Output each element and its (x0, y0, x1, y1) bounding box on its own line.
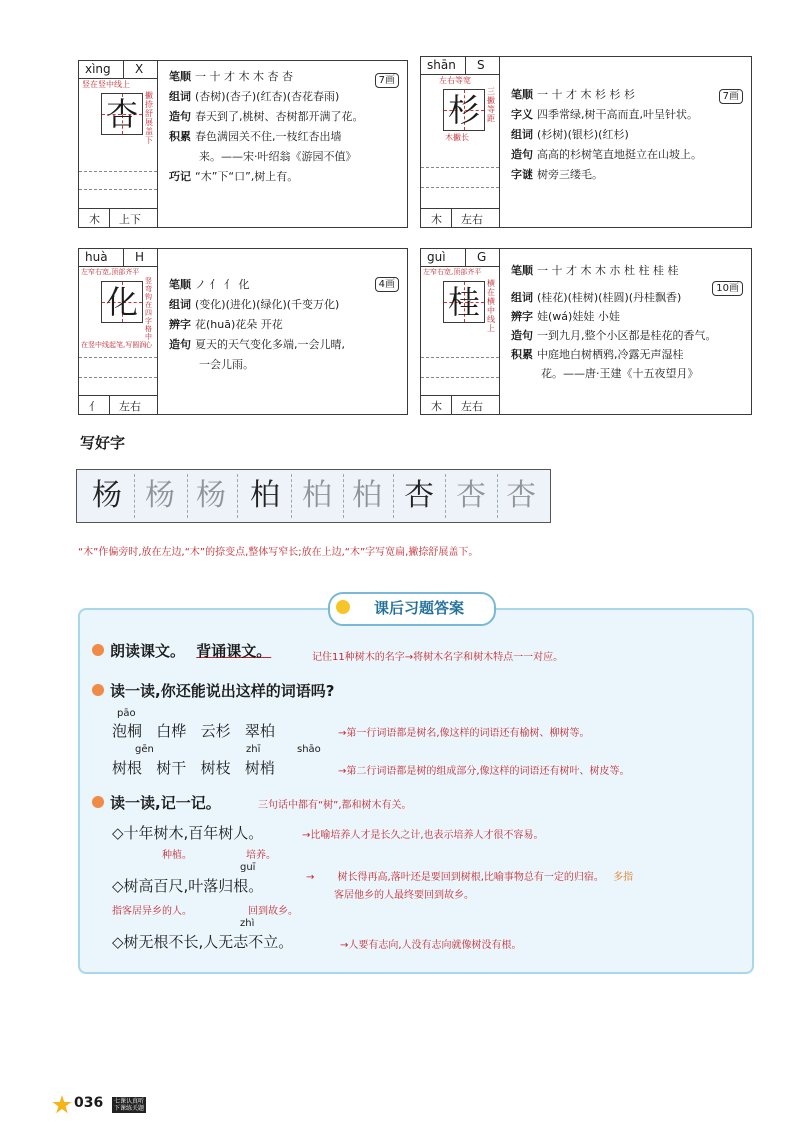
writing-tip-side: 竖弯钩在四字格中心 (145, 277, 152, 349)
practice-row (76, 469, 551, 523)
structure: 左右 (461, 213, 483, 226)
radical-structure-row (421, 395, 499, 414)
char-card-shan (420, 56, 752, 228)
char-grid (443, 89, 485, 131)
stroke-count-badge: 7画 (719, 89, 743, 104)
initial-letter: H (135, 250, 145, 264)
row-label: 笔顺 (169, 70, 191, 83)
write-section-title: 写好字 (80, 434, 126, 452)
stroke-count-badge: 7画 (375, 73, 399, 88)
initial-letter: X (135, 62, 144, 76)
question-marker-icon (92, 684, 104, 696)
row-label: 笔顺 (169, 278, 191, 291)
row-label: 巧记 (169, 170, 191, 183)
star-icon (52, 1095, 72, 1115)
row-label: 组词 (169, 90, 191, 103)
row-text: 四季常绿,树干高而直,叶呈针状。 (537, 108, 698, 121)
char-info (169, 275, 399, 375)
footer-tag-2: 下课练关题 (114, 1105, 145, 1112)
initial-letter: G (477, 250, 487, 264)
char-card-hua (78, 248, 408, 415)
practice-char-model: 杨 (92, 478, 122, 513)
row-label: 组词 (511, 291, 533, 304)
saying-3: ◇树无根不长,人无志不立。 (112, 933, 294, 951)
saying-1-answer: →比喻培养人才是长久之计,也表示培养人才很不容易。 (302, 830, 544, 841)
writing-tip-top: 竖在竖中线上 (82, 80, 130, 89)
row-label: 积累 (169, 130, 191, 143)
radical: 亻 (89, 400, 100, 413)
row-text: 娃(wá)娃娃 小娃 (537, 310, 620, 323)
page-number: 036 (74, 1095, 104, 1111)
big-character: 杉 (447, 91, 480, 129)
char-card-left (421, 57, 500, 227)
initial-letter: S (477, 58, 485, 72)
practice-char-trace: 杏 (506, 478, 536, 513)
question-3-title: 读一读,记一记。 (110, 794, 221, 812)
row-text: 春天到了,桃树、杏树都开满了花。 (195, 110, 364, 123)
footer-tag (112, 1097, 146, 1113)
stroke-order: 一 十 才 木 木 朩 杜 柱 桂 桂 (537, 264, 679, 277)
word-line-2-answer: →第二行词语都是树的组成部分,像这样的词语还有树叶、树皮等。 (338, 766, 630, 777)
radical: 木 (89, 213, 100, 226)
saying-2: ◇树高百尺,叶落归根。 (112, 877, 264, 895)
row-label: 笔顺 (511, 88, 533, 101)
word-line-2: 树根 树干 树枝 树梢 (112, 759, 275, 777)
question-2-title: 读一读,你还能说出这样的词语吗? (110, 682, 335, 700)
stroke-count-badge: 4画 (375, 277, 399, 292)
pinyin-annotation: gēn (135, 744, 154, 755)
row-label: 字义 (511, 108, 533, 121)
radical-structure-row (79, 208, 157, 227)
row-label: 积累 (511, 348, 533, 361)
char-card-left (79, 249, 158, 414)
saying-2-answer-text: 树长得再高,落叶还是要回到树根,比喻事物总有一定的归宿。 (337, 872, 604, 883)
char-card-gui (420, 248, 752, 415)
row-label: 造句 (511, 148, 533, 161)
row-label: 造句 (511, 329, 533, 342)
practice-char-model: 杏 (404, 478, 434, 513)
row-text: 春色满园关不住,一枝红杏出墙 (195, 130, 342, 143)
practice-char-trace: 杨 (145, 478, 175, 513)
pinyin-annotation: zhī (246, 744, 261, 755)
char-grid (101, 281, 143, 323)
row-label: 组词 (511, 128, 533, 141)
practice-char-model: 柏 (250, 478, 280, 513)
question-marker-icon (92, 644, 104, 656)
row-label: 笔顺 (511, 264, 533, 277)
footer-tag-1: 七课认真听 (114, 1098, 145, 1105)
char-card-left (79, 61, 158, 227)
row-label: 辨字 (169, 318, 191, 331)
row-text: (杉树)(银杉)(红杉) (537, 128, 629, 141)
pinyin-row (79, 61, 157, 79)
char-grid (101, 93, 143, 135)
char-grid (443, 281, 485, 323)
writing-tip-side: 三撇等距 (487, 87, 495, 123)
pinyin-annotation: pāo (117, 708, 136, 719)
structure: 上下 (119, 213, 141, 226)
pinyin-annotation: shāo (297, 744, 321, 755)
saying-1-note: 种植。 (162, 850, 192, 861)
structure: 左右 (461, 400, 483, 413)
pinyin: guì (427, 250, 446, 264)
word-line-1-answer: →第一行词语都是树名,像这样的词语还有榆树、柳树等。 (338, 728, 590, 739)
radical-structure-row (421, 208, 499, 227)
practice-char-trace: 杨 (196, 478, 226, 513)
row-text: (杏树)(杏子)(红杏)(杏花春雨) (195, 90, 340, 103)
char-card-left (421, 249, 500, 414)
pinyin-row (79, 249, 157, 267)
practice-char-trace: 杏 (456, 478, 486, 513)
question-1-emph: 背诵课文。 (196, 642, 272, 660)
pinyin: xìng (85, 62, 111, 76)
row-text: (桂花)(桂树)(桂圆)(丹桂飘香) (537, 291, 682, 304)
row-text: 树旁三缕毛。 (537, 168, 603, 181)
row-text: “木”下“口”,树上有。 (195, 170, 299, 183)
saying-2-answer: → 树长得再高,落叶还是要回到树根,比喻事物总有一定的归宿。 多指 (306, 872, 634, 883)
writing-tip-side: 撇捺舒展盖下 (145, 91, 153, 145)
stroke-order: ノ 亻 亻 化 (195, 278, 250, 291)
pinyin-row (421, 249, 499, 267)
row-label: 辨字 (511, 310, 533, 323)
saying-1-note: 培养。 (246, 850, 276, 861)
question-1-title: 朗读课文。 (110, 642, 186, 660)
saying-2-note: 指客居异乡的人。 (112, 906, 192, 917)
stroke-count-badge: 10画 (712, 281, 743, 296)
question-marker-icon (92, 796, 104, 808)
writing-tip-top: 左窄右宽,顶部齐平 (81, 268, 140, 276)
practice-char-trace: 柏 (302, 478, 332, 513)
char-info (169, 67, 399, 187)
writing-tip-top: 左窄右宽,顶部齐平 (423, 268, 482, 276)
pinyin-row (421, 57, 499, 75)
row-text: 花(huā)花朵 开花 (195, 318, 283, 331)
char-card-xing (78, 60, 408, 228)
pinyin: huà (85, 250, 108, 264)
writing-tip-bottom: 木撇长 (445, 133, 469, 142)
practice-char-trace: 柏 (352, 478, 382, 513)
row-label: 造句 (169, 338, 191, 351)
big-character: 桂 (447, 283, 480, 321)
big-character: 杏 (105, 95, 138, 133)
question-1 (110, 640, 271, 661)
saying-2-answer-text2: 多指 (613, 872, 634, 883)
row-text: 夏天的天气变化多端,一会儿晴, (195, 338, 345, 351)
row-text: 中庭地白树栖鸦,冷露无声湿桂 (537, 348, 684, 361)
stroke-order: 一 十 才 木 杉 杉 杉 (537, 88, 635, 101)
saying-2-answer-line2: 客居他乡的人最终要回到故乡。 (334, 890, 474, 901)
row-text: 一会儿雨。 (199, 358, 254, 371)
pinyin-annotation: zhì (240, 918, 255, 929)
row-text: 一到九月,整个小区都是桂花的香气。 (537, 329, 717, 342)
char-info (511, 261, 743, 383)
row-label: 组词 (169, 298, 191, 311)
saying-3-answer: →人要有志向,人没有志向就像树没有根。 (340, 940, 522, 951)
row-label: 字谜 (511, 168, 533, 181)
big-character: 化 (105, 283, 138, 321)
answers-banner (328, 592, 496, 626)
saying-1: ◇十年树木,百年树人。 (112, 824, 264, 842)
radical-structure-row (79, 395, 157, 414)
writing-tip-top: 左右等宽 (439, 76, 471, 85)
question-1-answer: 记住11种树木的名字→将树木名字和树木特点一一对应。 (312, 652, 564, 663)
structure: 左右 (119, 400, 141, 413)
radical: 木 (431, 400, 442, 413)
saying-2-note: 回到故乡。 (248, 906, 298, 917)
lightbulb-icon (336, 600, 350, 614)
row-text: (变化)(进化)(绿化)(千变万化) (195, 298, 340, 311)
row-text: 来。——宋·叶绍翁《游园不值》 (199, 150, 357, 163)
writing-tip-bottom: 在竖中线起笔,写圆润 (81, 341, 147, 349)
row-text: 高高的杉树笔直地挺立在山坡上。 (537, 148, 702, 161)
radical: 木 (431, 213, 442, 226)
char-info (511, 85, 743, 185)
pinyin: shān (427, 58, 456, 72)
answers-title: 课后习题答案 (373, 599, 464, 617)
writing-tip: “木”作偏旁时,放在左边,“木”的捺变点,整体写窄长;放在上边,“木”字写宽扁,撇捺舒展盖下。 (78, 547, 479, 558)
stroke-order: 一 十 才 木 木 杏 杏 (195, 70, 293, 83)
row-text: 花。——唐·王建《十五夜望月》 (541, 367, 699, 380)
writing-tip-side: 横在横中线上 (487, 279, 495, 333)
question-3-answer: 三句话中都有“树”,都和树木有关。 (258, 800, 412, 811)
pinyin-annotation: guī (240, 862, 256, 873)
row-label: 造句 (169, 110, 191, 123)
word-line-1: 泡桐 白桦 云杉 翠柏 (112, 722, 275, 740)
